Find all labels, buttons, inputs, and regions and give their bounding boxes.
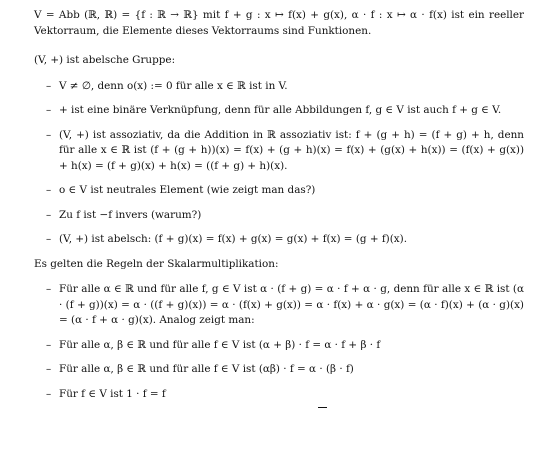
list-item bbox=[34, 282, 524, 329]
list-item-text: (V, +) ist abelsch: (f + g)(x) = f(x) + g(x) = g(x) + f(x) = (g + f)(x). bbox=[59, 233, 408, 245]
list-item-text: + ist eine binäre Verknüpfung, denn für alle Abbildungen f, g ∈ V ist auch f + g ∈ V. bbox=[59, 104, 502, 116]
dash-bullet: – bbox=[46, 387, 52, 400]
list-item-text: (V, +) ist assoziativ, da die Addition in ℝ assoziativ ist: f + (g + h) = (f + g) + h, denn für alle x ∈ ℝ ist (f + (g + h))(x) = f(x) + (g + h)(x) = f(x) + (g(x) + h(x)) = (f(x) + g(x)) + h(x) = (f + g)(x) + h(x) = ((f + g) + h)(x). bbox=[59, 128, 524, 172]
list-item bbox=[34, 183, 524, 199]
intro-paragraph: V = Abb (ℝ, ℝ) = {f : ℝ → ℝ} mit f + g : x ↦ f(x) + g(x), α · f : x ↦ α · f(x) ist ein reeller Vektorraum, die Elemente dieses Vektorraums sind Funktionen. bbox=[34, 9, 524, 37]
list-item bbox=[34, 79, 524, 95]
list-item-text: Zu f ist −f invers (warum?) bbox=[59, 208, 202, 221]
dash-bullet: – bbox=[46, 79, 52, 92]
dash-bullet: – bbox=[46, 128, 52, 141]
text-cursor bbox=[318, 407, 327, 408]
list-item bbox=[34, 128, 524, 175]
list-item bbox=[34, 232, 524, 248]
list-item bbox=[34, 338, 524, 354]
list-item bbox=[34, 387, 524, 403]
list-item-text: o ∈ V ist neutrales Element (wie zeigt man das?) bbox=[59, 184, 316, 196]
dash-bullet: – bbox=[46, 363, 52, 375]
group-axiom-list bbox=[34, 79, 524, 248]
dash-bullet: – bbox=[46, 104, 52, 116]
list-item bbox=[34, 208, 524, 224]
dash-bullet: – bbox=[46, 184, 52, 196]
list-item bbox=[34, 362, 524, 378]
list-item-text: Für alle α, β ∈ ℝ und für alle f ∈ V ist (αβ) · f = α · (β · f) bbox=[59, 363, 354, 375]
dash-bullet: – bbox=[46, 233, 52, 245]
dash-bullet: – bbox=[46, 208, 52, 221]
list-item-text: V ≠ ∅, denn o(x) := 0 für alle x ∈ ℝ ist in V. bbox=[59, 79, 288, 92]
document-page bbox=[34, 8, 524, 411]
dash-bullet: – bbox=[46, 283, 52, 295]
group-heading: (V, +) ist abelsche Gruppe: bbox=[34, 54, 176, 66]
scalar-heading: Es gelten die Regeln der Skalarmultiplikation: bbox=[34, 257, 279, 270]
list-item-text: Für alle α ∈ ℝ und für alle f, g ∈ V ist α · (f + g) = α · f + α · g, denn für alle x ∈ ℝ ist (α · (f + g))(x) = α · ((f + g)(x)) = α · (f(x) + g(x)) = α · f(x) + α · g(x) = (α · f)(x) + (α · g)(x) = (α · f + α · g)(x). Analog zeigt man: bbox=[59, 283, 524, 326]
scalar-rule-list bbox=[34, 282, 524, 402]
list-item bbox=[34, 103, 524, 119]
dash-bullet: – bbox=[46, 338, 52, 351]
list-item-text: Für f ∈ V ist 1 · f = f bbox=[59, 387, 166, 400]
list-item-text: Für alle α, β ∈ ℝ und für alle f ∈ V ist (α + β) · f = α · f + β · f bbox=[59, 338, 381, 351]
